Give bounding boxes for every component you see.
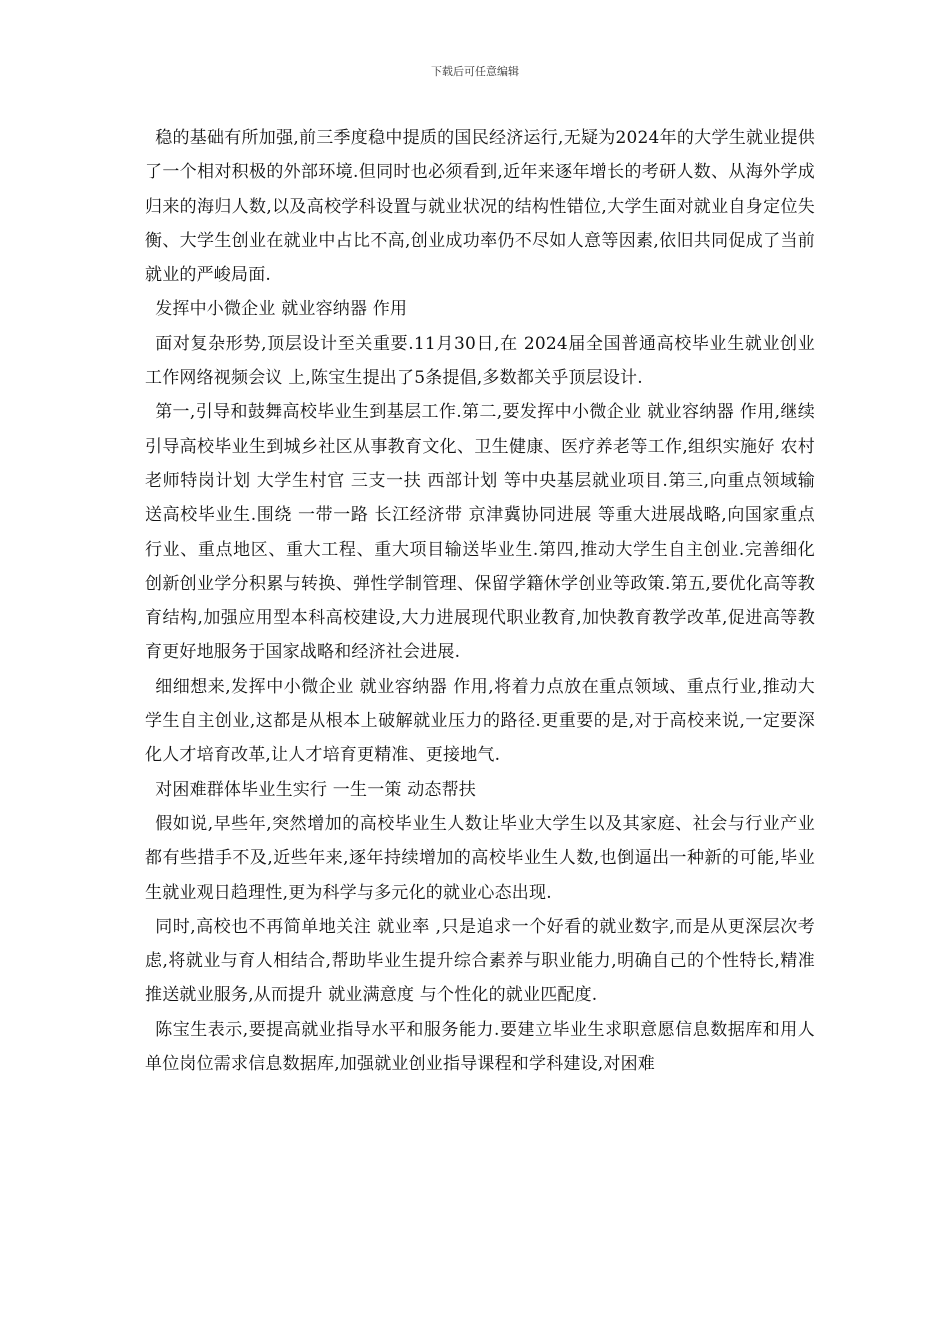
- paragraph-7: 陈宝生表示,要提高就业指导水平和服务能力.要建立毕业生求职意愿信息数据库和用人单位岗位需求信息数据库,加强就业创业指导课程和学科建设,对困难: [145, 1019, 815, 1075]
- section-heading-2: 对困难群体毕业生实行 一生一策 动态帮扶: [155, 779, 476, 800]
- paragraph-3: 第一,引导和鼓舞高校毕业生到基层工作.第二,要发挥中小微企业 就业容纳器 作用,继续引导高校毕业生到城乡社区从事教育文化、卫生健康、医疗养老等工作,组织实施好 农村老师特岗计划 大学生村官 三支一扶 西部计划 等中央基层就业项目.第三,向重点领域输送高校毕业生.围绕 一带一路 长江经济带 京津冀协同进展 等重大进展战略,向国家重点行业、重点地区、重大工程、重大项目输送毕业生.第四,推动大学生自主创业.完善细化创新创业学分积累与转换、弹性学制管理、保留学籍休学创业等政策.第五,要优化高等教育结构,加强应用型本科高校建设,大力进展现代职业教育,加快教育教学改革,促进高等教育更好地服务于国家战略和经济社会进展.: [145, 402, 815, 663]
- paragraph-6: 同时,高校也不再简单地关注 就业率 ,只是追求一个好看的就业数字,而是从更深层次考虑,将就业与育人相结合,帮助毕业生提升综合素养与职业能力,明确自己的个性特长,精准推送就业服务,从而提升 就业满意度 与个性化的就业匹配度.: [145, 916, 815, 1006]
- paragraph-5: 假如说,早些年,突然增加的高校毕业生人数让毕业大学生以及其家庭、社会与行业产业都有些措手不及,近些年来,逐年持续增加的高校毕业生人数,也倒逼出一种新的可能,毕业生就业观日趋理性,更为科学与多元化的就业心态出现.: [145, 813, 815, 903]
- paragraph-2: 面对复杂形势,顶层设计至关重要.11月30日,在 2024届全国普通高校毕业生就业创业工作网络视频会议 上,陈宝生提出了5条提倡,多数都关乎顶层设计.: [145, 333, 815, 389]
- paragraph-1: 稳的基础有所加强,前三季度稳中提质的国民经济运行,无疑为2024年的大学生就业提供了一个相对积极的外部环境.但同时也必须看到,近年来逐年增长的考研人数、从海外学成归来的海归人数,以及高校学科设置与就业状况的结构性错位,大学生面对就业自身定位失衡、大学生创业在就业中占比不高,创业成功率仍不尽如人意等因素,依旧共同促成了当前就业的严峻局面.: [145, 128, 815, 286]
- paragraph-4: 细细想来,发挥中小微企业 就业容纳器 作用,将着力点放在重点领域、重点行业,推动大学生自主创业,这都是从根本上破解就业压力的路径.更重要的是,对于高校来说,一定要深化人才培育改革,让人才培育更精准、更接地气.: [145, 676, 815, 766]
- section-heading-1: 发挥中小微企业 就业容纳器 作用: [155, 299, 408, 320]
- page-header: 下载后可任意编辑: [431, 65, 519, 78]
- document-body: [145, 121, 815, 1081]
